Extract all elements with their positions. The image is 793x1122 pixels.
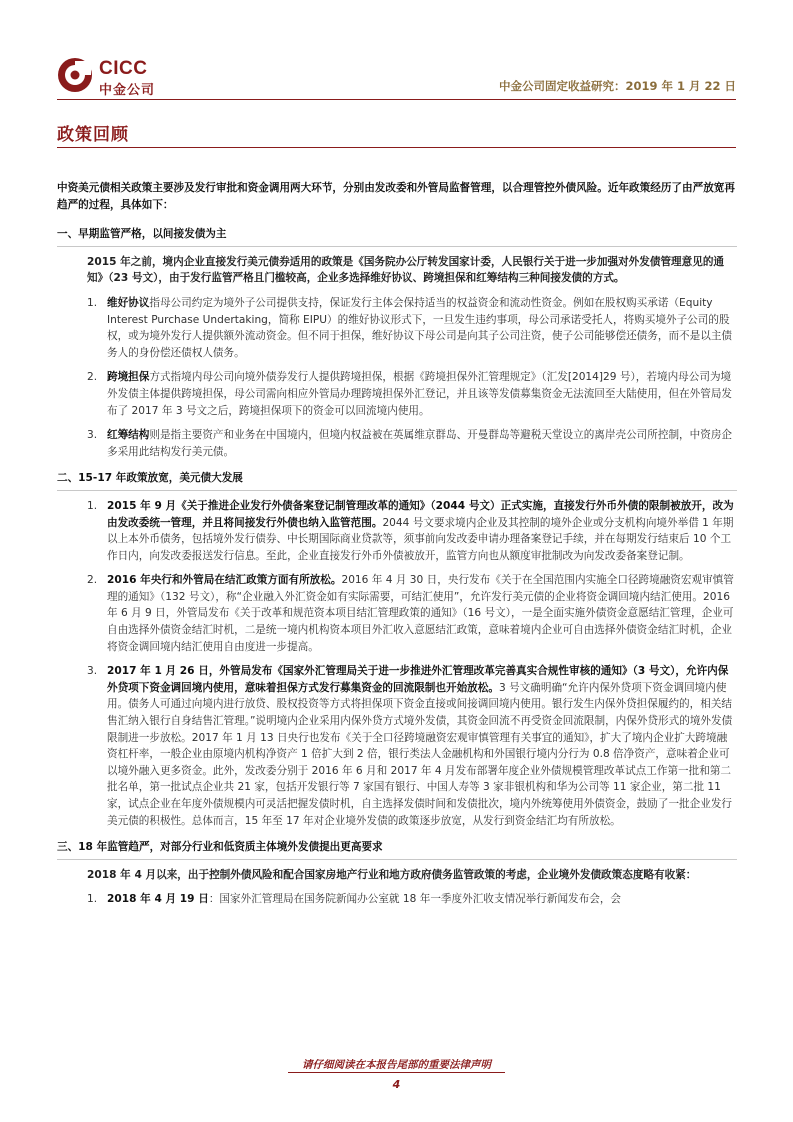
legal-notice: 请仔细阅读在本报告尾部的重要法律声明: [302, 1059, 491, 1071]
page-number: 4: [392, 1078, 401, 1091]
item-text: 指母公司约定为境外子公司提供支持，保证发行主体会保持适当的权益资金和流动性资金。例如在股权购买承诺（Equity Interest Purchase Undertaking，简称 EIPU）的维好协议形式下，一旦发生违约事项，母公司承诺受托人，将购买境外子公司的股权，或为境外发行人提供额外流动资金。但不同于担保，维好协议下母公司是向其子公司注资，使子公司能够偿还债务，而不是以主债务人的身份偿还债权人债务。: [107, 296, 733, 359]
item-text: 2044 号文要求境内企业及其控制的境外企业或分支机构向境外举借 1 年期以上本外币债务，包括境外发行债券、中长期国际商业贷款等，须事前向发改委申请办理备案登记手续，并在每期发行结束后 10 个工作日内，向发改委报送发行信息。至此，企业直接发行外币外债被放开，监管方向也从额度审批制改为向发改委备案登记制。: [107, 516, 734, 562]
list-item: [87, 427, 737, 460]
item-title: 跨境担保: [107, 371, 150, 384]
item-title: 2015 年 9 月《关于推进企业发行外债备案登记制管理改革的通知》（2044 号文）正式实施，直接发行外币外债的限制被放开，改为由发改委统一管理，并且将间接发行外债也纳入监管范围。: [107, 499, 734, 529]
part2-body: [87, 498, 737, 829]
item-number: 2.: [87, 574, 98, 587]
list-item: [87, 572, 737, 655]
item-text: ：国家外汇管理局在国务院新闻办公室就 18 年一季度外汇收支情况举行新闻发布会，会: [208, 893, 622, 906]
list-item: [87, 369, 737, 419]
part1-body: [87, 254, 737, 461]
document-body: [57, 180, 737, 916]
part2-heading: 二、15-17 年政策放宽，美元债大发展: [57, 470, 737, 491]
item-text: 方式指境内母公司向境外债券发行人提供跨境担保，根据《跨境担保外汇管理规定》（汇发[2014]29 号），若境内母公司为境外发债主体提供跨境担保，母公司需向相应外管局办理跨境担保外汇登记，并且该等发债募集资金无法流回至大陆使用，但在外管局发布了 2017 年 3 号文之后，跨境担保项下的资金可以回流境内使用。: [107, 371, 733, 417]
report-title: 中金公司固定收益研究：2019 年 1 月 22 日: [498, 79, 736, 93]
list-item: [87, 663, 737, 829]
cicc-logo-icon: [57, 57, 93, 93]
section-title: 政策回顾: [57, 125, 129, 145]
part3-lead: 2018 年 4 月以来，出于控制外债风险和配合国家房地产行业和地方政府债务监管政策的考虑，企业境外发债政策态度略有收紧：: [87, 868, 697, 881]
logo-text-en: CICC: [99, 58, 148, 79]
item-title: 2016 年央行和外管局在结汇政策方面有所放松。: [107, 574, 342, 587]
item-text: 3 号文确明确“允许内保外贷项下资金调回境内使用。债务人可通过向境内进行放贷、股权投资等方式将担保项下资金直接或间接调回境内使用。银行发生内保外贷担保履约的，相关结售汇纳入银行自身结售汇管理。”说明境内企业采用内保外贷方式境外发债，其资金回流不再受资金回流限制，内保外贷形式的境外发债限制进一步放松。2017 年 1 月 13 日央行也发布《关于全口径跨境融资宏观审慎管理有关事宜的通知》，扩大了境内企业扩大跨境融资杠杆率，一般企业由原境内机构净资产 1 倍扩大到 2 倍，银行类法人金融机构和外国银行境内分行为 0.8 倍净资产，意味着企业可以境外融入更多资金。此外，发改委分别于 2016 年 6 月和 2017 年 4 月发布部署年度企业外债规模管理改革试点工作第一批和第二批名单，第一批试点企业共 21 家，包括开发银行等 7 家国有银行、中国人寿等 3 家非银机构和华为公司等 11 家企业，第二批 11 家，试点企业在年度外债规模内可灵活把握发债时机，自主选择发债时间和发债批次，境内外统筹使用外债资金，鼓励了一批企业发行美元债的积极性。总体而言，15 年至 17 年对企业境外发债的政策逐步放宽，从发行到资金结汇均有所放松。: [107, 681, 733, 827]
footer-divider: [288, 1072, 505, 1073]
list-item: [87, 891, 737, 908]
item-title: 维好协议: [107, 296, 150, 309]
cicc-logo: [57, 57, 167, 97]
logo-text-cn: 中金公司: [99, 83, 156, 98]
item-title: 2018 年 4 月 19 日: [107, 893, 209, 906]
item-title: 红筹结构: [107, 429, 150, 442]
item-number: 1.: [87, 296, 98, 309]
item-title: 2017 年 1 月 26 日，外管局发布《国家外汇管理局关于进一步推进外汇管理改革完善真实合规性审核的通知》（3 号文），允许内保外贷项下资金调回境内使用，意味着担保方式发行募集资金的回流限制也开始放松。: [107, 665, 729, 694]
item-number: 1.: [87, 499, 98, 512]
page-header: [0, 0, 793, 110]
item-number: 1.: [87, 893, 98, 906]
item-number: 3.: [87, 429, 98, 442]
part3-body: [87, 867, 737, 908]
item-number: 3.: [87, 665, 98, 678]
header-divider: [57, 99, 736, 100]
part1-heading: 一、早期监管严格，以间接发债为主: [57, 226, 737, 247]
item-text: 则是指主要资产和业务在中国境内，但境内权益被在英属维京群岛、开曼群岛等避税天堂设立的离岸壳公司所控制，中资房企多采用此结构发行美元债。: [107, 429, 733, 458]
item-text: 2016 年 4 月 30 日，央行发布《关于在全国范围内实施全口径跨境融资宏观审慎管理的通知》（132 号文），称“企业融入外汇资金如有实际需要，可结汇使用”，允许发行美元债的企业将资金调回境内结汇使用。2016 年 6 月 9 日，外管局发布《关于改革和规范资本项目结汇管理政策的通知》（16 号文），一是全面实施外债资金意愿结汇管理，企业可自由选择外债资金结汇时机，二是统一境内机构资本项目外汇收入意愿结汇政策，意味着境内企业可自由选择外债资金结汇时机，企业将资金调回境内结汇使用自由度进一步提高。: [107, 574, 734, 653]
list-item: [87, 498, 737, 564]
intro-paragraph: 中资美元债相关政策主要涉及发行审批和资金调用两大环节，分别由发改委和外管局监督管理，以合理管控外债风险。近年政策经历了由严放宽再趋严的过程，具体如下：: [57, 182, 735, 211]
section-divider: [57, 147, 736, 148]
part3-heading: 三、18 年监管趋严，对部分行业和低资质主体境外发债提出更高要求: [57, 839, 737, 860]
part1-lead: 2015 年之前，境内企业直接发行美元债券适用的政策是《国务院办公厅转发国家计委，人民银行关于进一步加强对外发债管理意见的通知》（23 号文），由于发行监管严格且门槛较高，企业多选择维好协议、跨境担保和红筹结构三种间接发债的方式。: [87, 255, 725, 285]
item-number: 2.: [87, 371, 98, 384]
list-item: [87, 295, 737, 361]
